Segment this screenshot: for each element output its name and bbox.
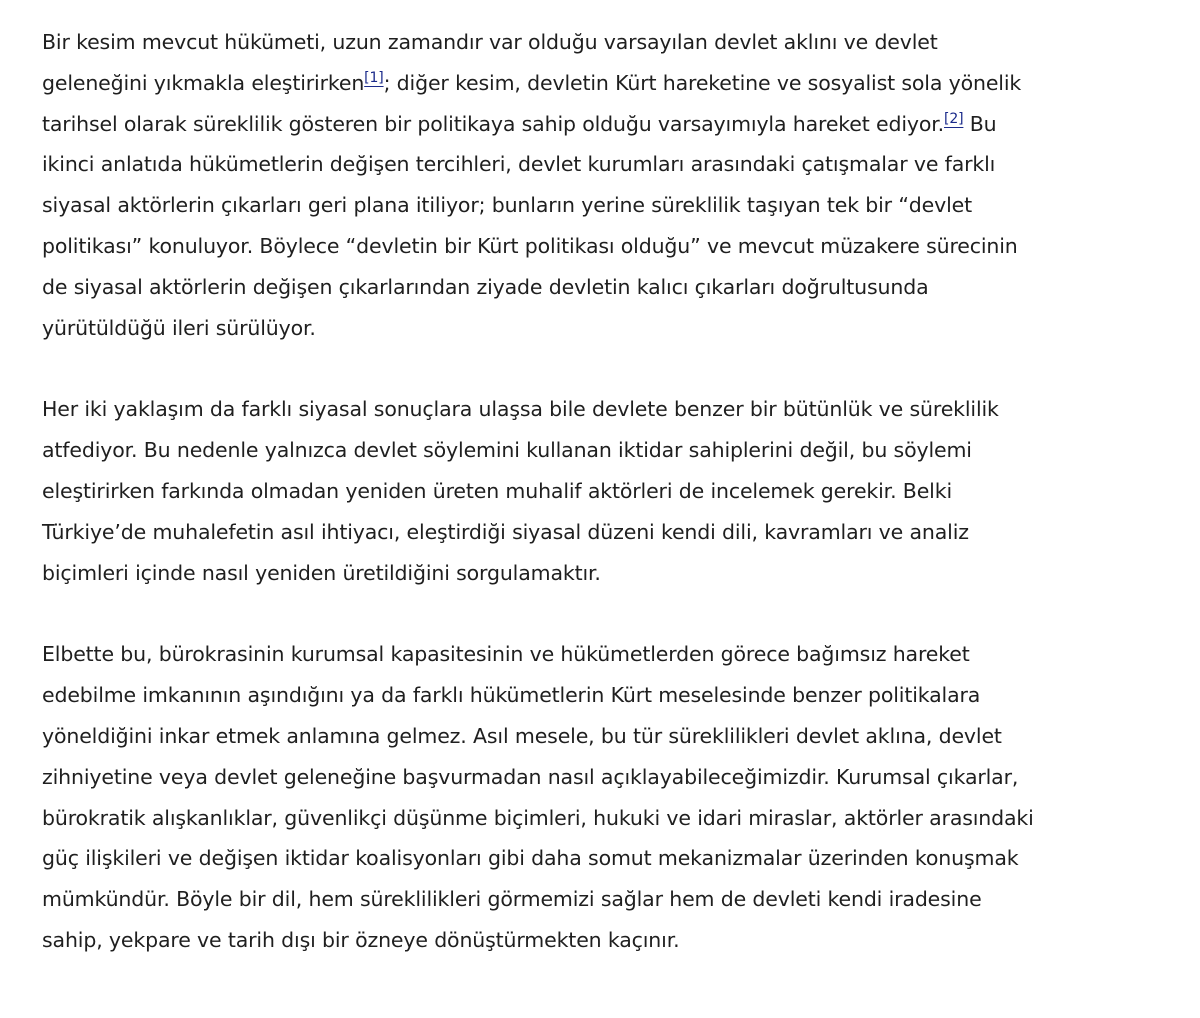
article-body (42, 22, 1042, 961)
paragraph-3 (42, 634, 1042, 960)
paragraph-2 (42, 389, 1042, 593)
paragraph-text: Bir kesim mevcut hükümeti, uzun zamandır var olduğu varsayılan devlet aklını ve devlet geleneğini yıkmakla eleştirirken (42, 30, 938, 95)
paragraph-text: Bu ikinci anlatıda hükümetlerin değişen tercihleri, devlet kurumları arasındaki çatışmalar ve farklı siyasal aktörlerin çıkarları geri plana itiliyor; bunların yerine süreklilik taşıyan tek bir “devlet politikası” konuluyor. Böylece “devletin bir Kürt politikası olduğu” ve mevcut müzakere sürecinin de siyasal aktörlerin değişen çıkarlarından ziyade devletin kalıcı çıkarları doğrultusunda yürütüldüğü ileri sürülüyor. (42, 111, 1018, 340)
paragraph-text: Her iki yaklaşım da farklı siyasal sonuçlara ulaşsa bile devlete benzer bir bütünlük ve süreklilik atfediyor. Bu nedenle yalnızca devlet söylemini kullanan iktidar sahiplerini değil, bu söylemi eleştirirken farkında olmadan yeniden üreten muhalif aktörleri de incelemek gerekir. Belki Türkiye’de muhalefetin asıl ihtiyacı, eleştirdiği siyasal düzeni kendi dili, kavramları ve analiz biçimleri içinde nasıl yeniden üretildiğini sorgulamaktır. (42, 397, 999, 585)
paragraph-text: ; diğer kesim, devletin Kürt hareketine ve sosyalist sola yönelik tarihsel olarak süreklilik gösteren bir politikaya sahip olduğu varsayımıyla hareket ediyor. (42, 70, 1022, 136)
footnote-ref-2[interactable]: [2] (944, 110, 964, 127)
footnote-ref-1[interactable]: [1] (364, 69, 384, 86)
paragraph-1 (42, 22, 1042, 348)
paragraph-text: Elbette bu, bürokrasinin kurumsal kapasitesinin ve hükümetlerden görece bağımsız hareket edebilme imkanının aşındığını ya da farklı hükümetlerin Kürt meselesinde benzer politikalara yöneldiğini inkar etmek anlamına gelmez. Asıl mesele, bu tür süreklilikleri devlet aklına, devlet zihniyetine veya devlet geleneğine başvurmadan nasıl açıklayabileceğimizdir. Kurumsal çıkarlar, bürokratik alışkanlıklar, güvenlikçi düşünme biçimleri, hukuki ve idari miraslar, aktörler arasındaki güç ilişkileri ve değişen iktidar koalisyonları gibi daha somut mekanizmalar üzerinden konuşmak mümkündür. Böyle bir dil, hem süreklilikleri görmemizi sağlar hem de devleti kendi iradesine sahip, yekpare ve tarih dışı bir özneye dönüştürmekten kaçınır. (42, 642, 1034, 952)
